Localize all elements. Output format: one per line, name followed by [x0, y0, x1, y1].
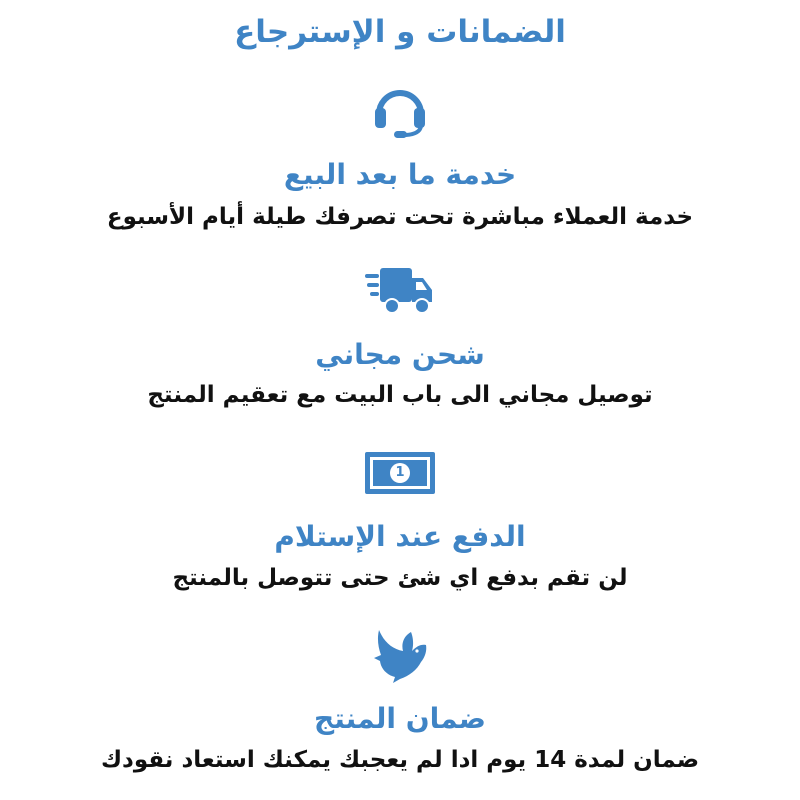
feature-description: لن تقم بدفع اي شئ حتى تتوصل بالمنتج: [172, 565, 628, 591]
money-bill-icon: [365, 452, 435, 494]
feature-title: ضمان المنتج: [314, 702, 486, 735]
feature-description: توصيل مجاني الى باب البيت مع تعقيم المنتج: [147, 382, 653, 408]
headset-icon: [370, 80, 430, 140]
delivery-truck-icon: [365, 262, 435, 322]
feature-title: شحن مجاني: [315, 338, 485, 371]
feature-title: خدمة ما بعد البيع: [283, 158, 517, 191]
bill-denomination: 1: [390, 463, 410, 483]
feature-description: ضمان لمدة 14 يوم ادا لم يعجبك يمكنك استعاد نقودك: [100, 747, 700, 773]
feature-title: الدفع عند الإستلام: [274, 520, 526, 553]
dove-icon: [370, 623, 430, 683]
page-title: الضمانات و الإسترجاع: [234, 14, 566, 50]
feature-description: خدمة العملاء مباشرة تحت تصرفك طيلة أيام الأسبوع: [106, 204, 694, 230]
